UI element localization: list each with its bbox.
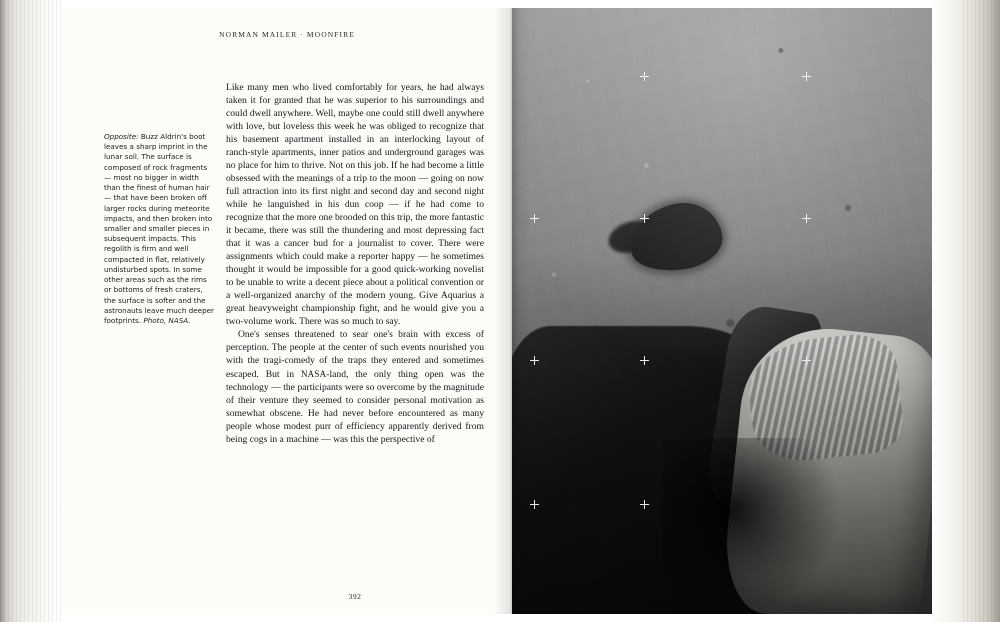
figure-caption bbox=[104, 132, 214, 326]
reticle-crosshair-icon bbox=[530, 500, 539, 509]
right-page bbox=[512, 8, 932, 614]
reticle-crosshair-icon bbox=[640, 214, 649, 223]
photo-vignette bbox=[512, 8, 932, 614]
body-paragraph-2 bbox=[226, 329, 484, 447]
right-page-edges bbox=[960, 0, 1000, 622]
body-text-column bbox=[226, 82, 484, 447]
caption-credit: Photo, NASA. bbox=[143, 315, 191, 325]
body-paragraph-2-part-a: One's senses threatened to sear one's brain with excess of perception. The people at the center of such events nourished you with the tragi-comedy of the traps they entered and sometimes escaped. But in bbox=[226, 328, 484, 380]
reticle-crosshair-icon bbox=[802, 356, 811, 365]
reticle-crosshair-icon bbox=[640, 72, 649, 81]
reticle-crosshair-icon bbox=[530, 214, 539, 223]
reticle-crosshair-icon bbox=[640, 500, 649, 509]
body-paragraph-1: Like many men who lived comfortably for years, he had always taken it for granted that he was superior to his surroundings and could dwell anywhere. Well, maybe one could still dwell anywhere with love, but loveless this week he was obliged to recognize that his basement apartment installed in an interlocking layout of ranch-style apartments, inner patios and underground garages was no place for him to thrive. Not on this job. If he had become a little obsessed with the meanings of a trip to the moon — going on now full attraction into its first night and second day and second night while he languished in his dun coop — if he had come to recognize that the more one brooded on this trip, the more fantastic it became, there was still the thundering and most depressing fact that it was a cancer bud for a journalist to cover. There were assignments which could make a reporter happy — he sometimes thought it would be impossible for a good quick-working novelist to be unable to write a decent piece about a political convention or a well-organized anarchy of the modern young. Give Aquarius a great heavyweight championship fight, and he would give you a two-volume work. There was so much to say. bbox=[226, 82, 484, 327]
page-number: 392 bbox=[348, 592, 362, 601]
caption-text: Buzz Aldrin's boot leaves a sharp imprint in the lunar soil. The surface is composed of rock fragments — most no bigger in width than the finest of human hair — that have been broken off larger rocks during meteorite impacts, and then broken into smaller and smaller pieces in subsequent impacts. This regolith is firm and well compacted in flat, relatively undisturbed spots. In some other areas such as the rims or bottoms of fresh craters, the surface is softer and the astronauts leave much deeper footprints. bbox=[104, 132, 215, 325]
reticle-crosshair-icon bbox=[530, 356, 539, 365]
reticle-crosshair-icon bbox=[802, 72, 811, 81]
reticle-crosshair-icon bbox=[802, 214, 811, 223]
photo-clip bbox=[512, 8, 932, 614]
body-paragraph-2-part-b: -land, the only thing open was the technology — the participants were so overcome by the magnitude of their venture they seemed to consider personal motivation as somewhat obscene. He had never before encountered as many people whose modest purr of efficiency apparently derived from being cogs in a machine — was this the perspective of bbox=[226, 368, 484, 445]
lunar-bootprint-photograph bbox=[512, 8, 932, 614]
nasa-smallcaps: NASA bbox=[300, 368, 327, 379]
caption-lead: Opposite: bbox=[104, 132, 139, 141]
left-page-edges bbox=[0, 0, 64, 622]
reticle-crosshair-icon bbox=[640, 356, 649, 365]
left-page bbox=[62, 8, 512, 614]
running-head: NORMAN MAILER · MOONFIRE bbox=[219, 30, 355, 39]
